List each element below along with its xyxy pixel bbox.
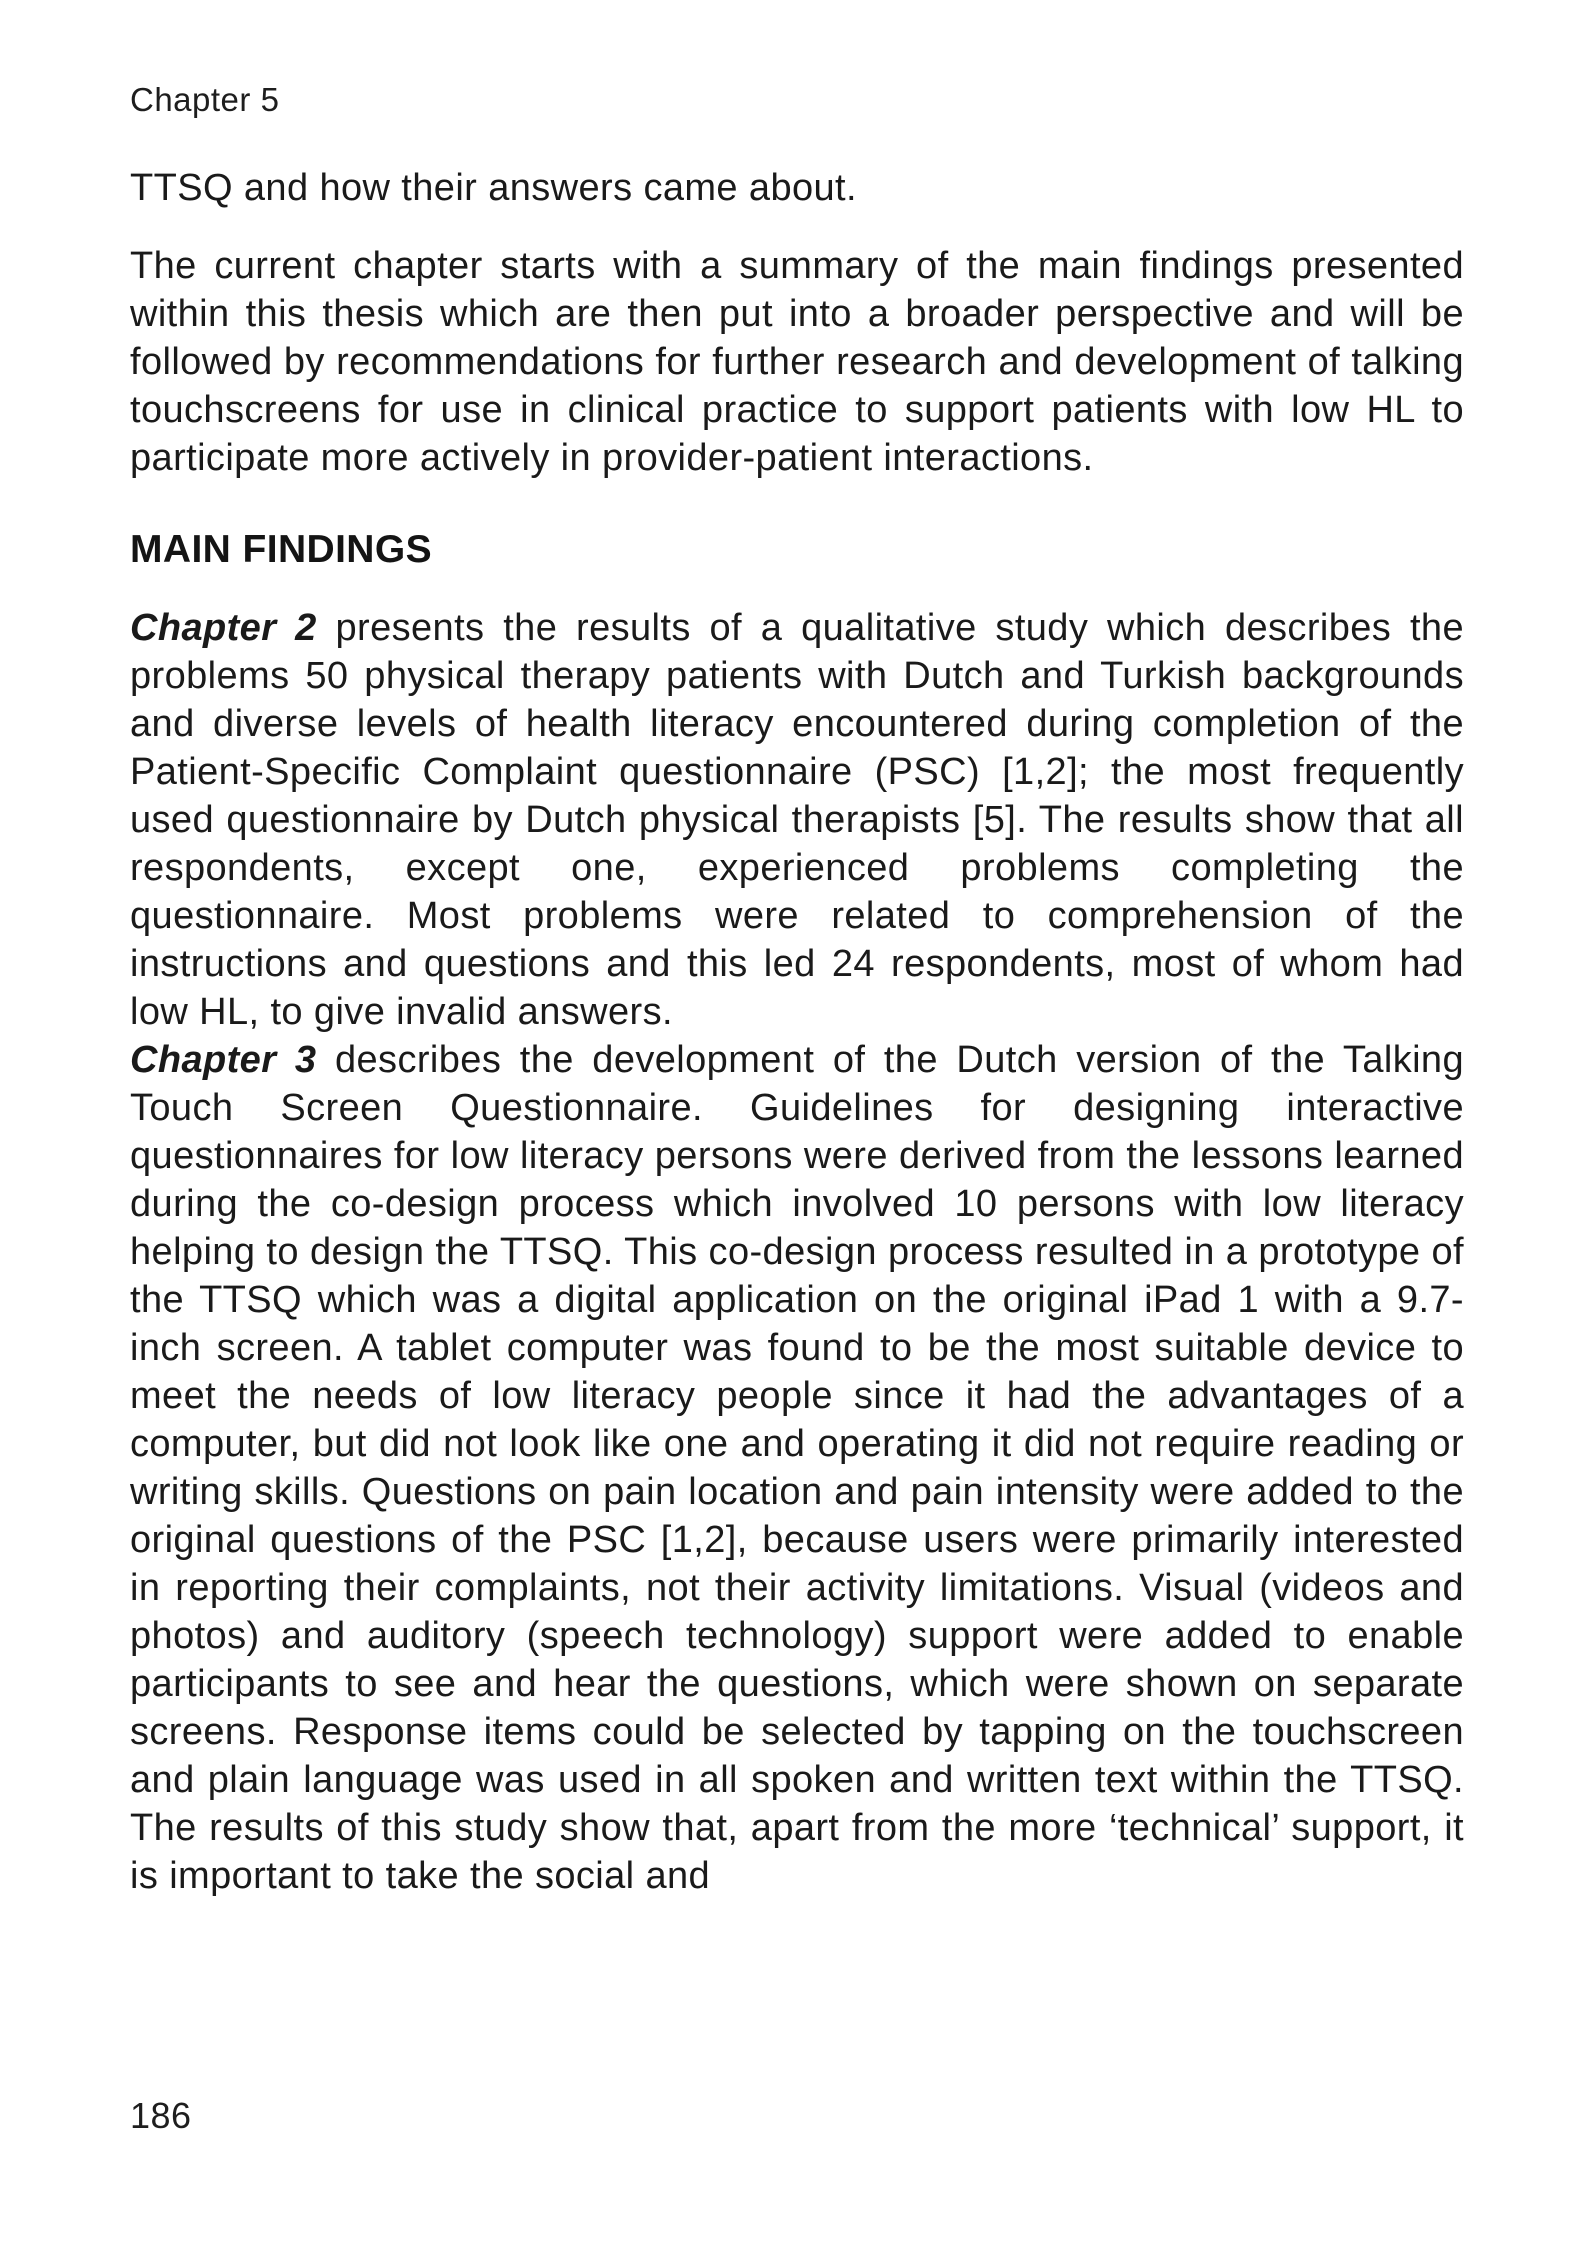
chapter3-summary-text: describes the development of the Dutch version of the Talking Touch Screen Questionnaire. Guidelines for designing interactive questionnaires for low literacy persons were derived from the lessons learned during the co-design process which involved 10 persons with low literacy helping to design the TTSQ. This co-design process resulted in a prototype of the TTSQ which was a digital application on the original iPad 1 with a 9.7-inch screen. A tablet computer was found to be the most suitable device to meet the needs of low literacy people since it had the advantages of a computer, but did not look like one and operating it did not require reading or writing skills. Questions on pain location and pain intensity were added to the original questions of the PSC [1,2], because users were primarily interested in reporting their complaints, not their activity limitations. Visual (videos and photos) and auditory (speech technology) support were added to enable participants to see and hear the questions, which were shown on separate screens. Response items could be selected by tapping on the touchscreen and plain language was used in all spoken and written text within the TTSQ. The results of this study show that, apart from the more ‘technical’ support, it is important to take the social and <box>130 1039 1464 1897</box>
chapter2-lead-in: Chapter 2 <box>130 607 317 649</box>
chapter2-summary-text: presents the results of a qualitative study which describes the problems 50 physical therapy patients with Dutch and Turkish backgrounds and diverse levels of health literacy encountered during completion of the Patient-Specific Complaint questionnaire (PSC) [1,2]; the most frequently used questionnaire by Dutch physical therapists [5]. The results show that all respondents, except one, experienced problems completing the questionnaire. Most problems were related to comprehension of the instructions and questions and this led 24 respondents, most of whom had low HL, to give invalid answers. <box>130 607 1464 1033</box>
chapter2-summary-paragraph <box>130 604 1464 1036</box>
running-header: Chapter 5 <box>130 81 280 118</box>
chapter3-summary-paragraph <box>130 1036 1464 1900</box>
overview-paragraph: The current chapter starts with a summary of the main findings presented within this thesis which are then put into a broader perspective and will be followed by recommendations for further research and development of talking touchscreens for use in clinical practice to support patients with low HL to participate more actively in provider-patient interactions. <box>130 245 1464 479</box>
chapter3-lead-in: Chapter 3 <box>130 1039 317 1081</box>
section-heading: MAIN FINDINGS <box>130 528 433 571</box>
intro-fragment: TTSQ and how their answers came about. <box>130 167 857 209</box>
page-number: 186 <box>130 2095 192 2136</box>
page-body <box>130 164 1464 1900</box>
